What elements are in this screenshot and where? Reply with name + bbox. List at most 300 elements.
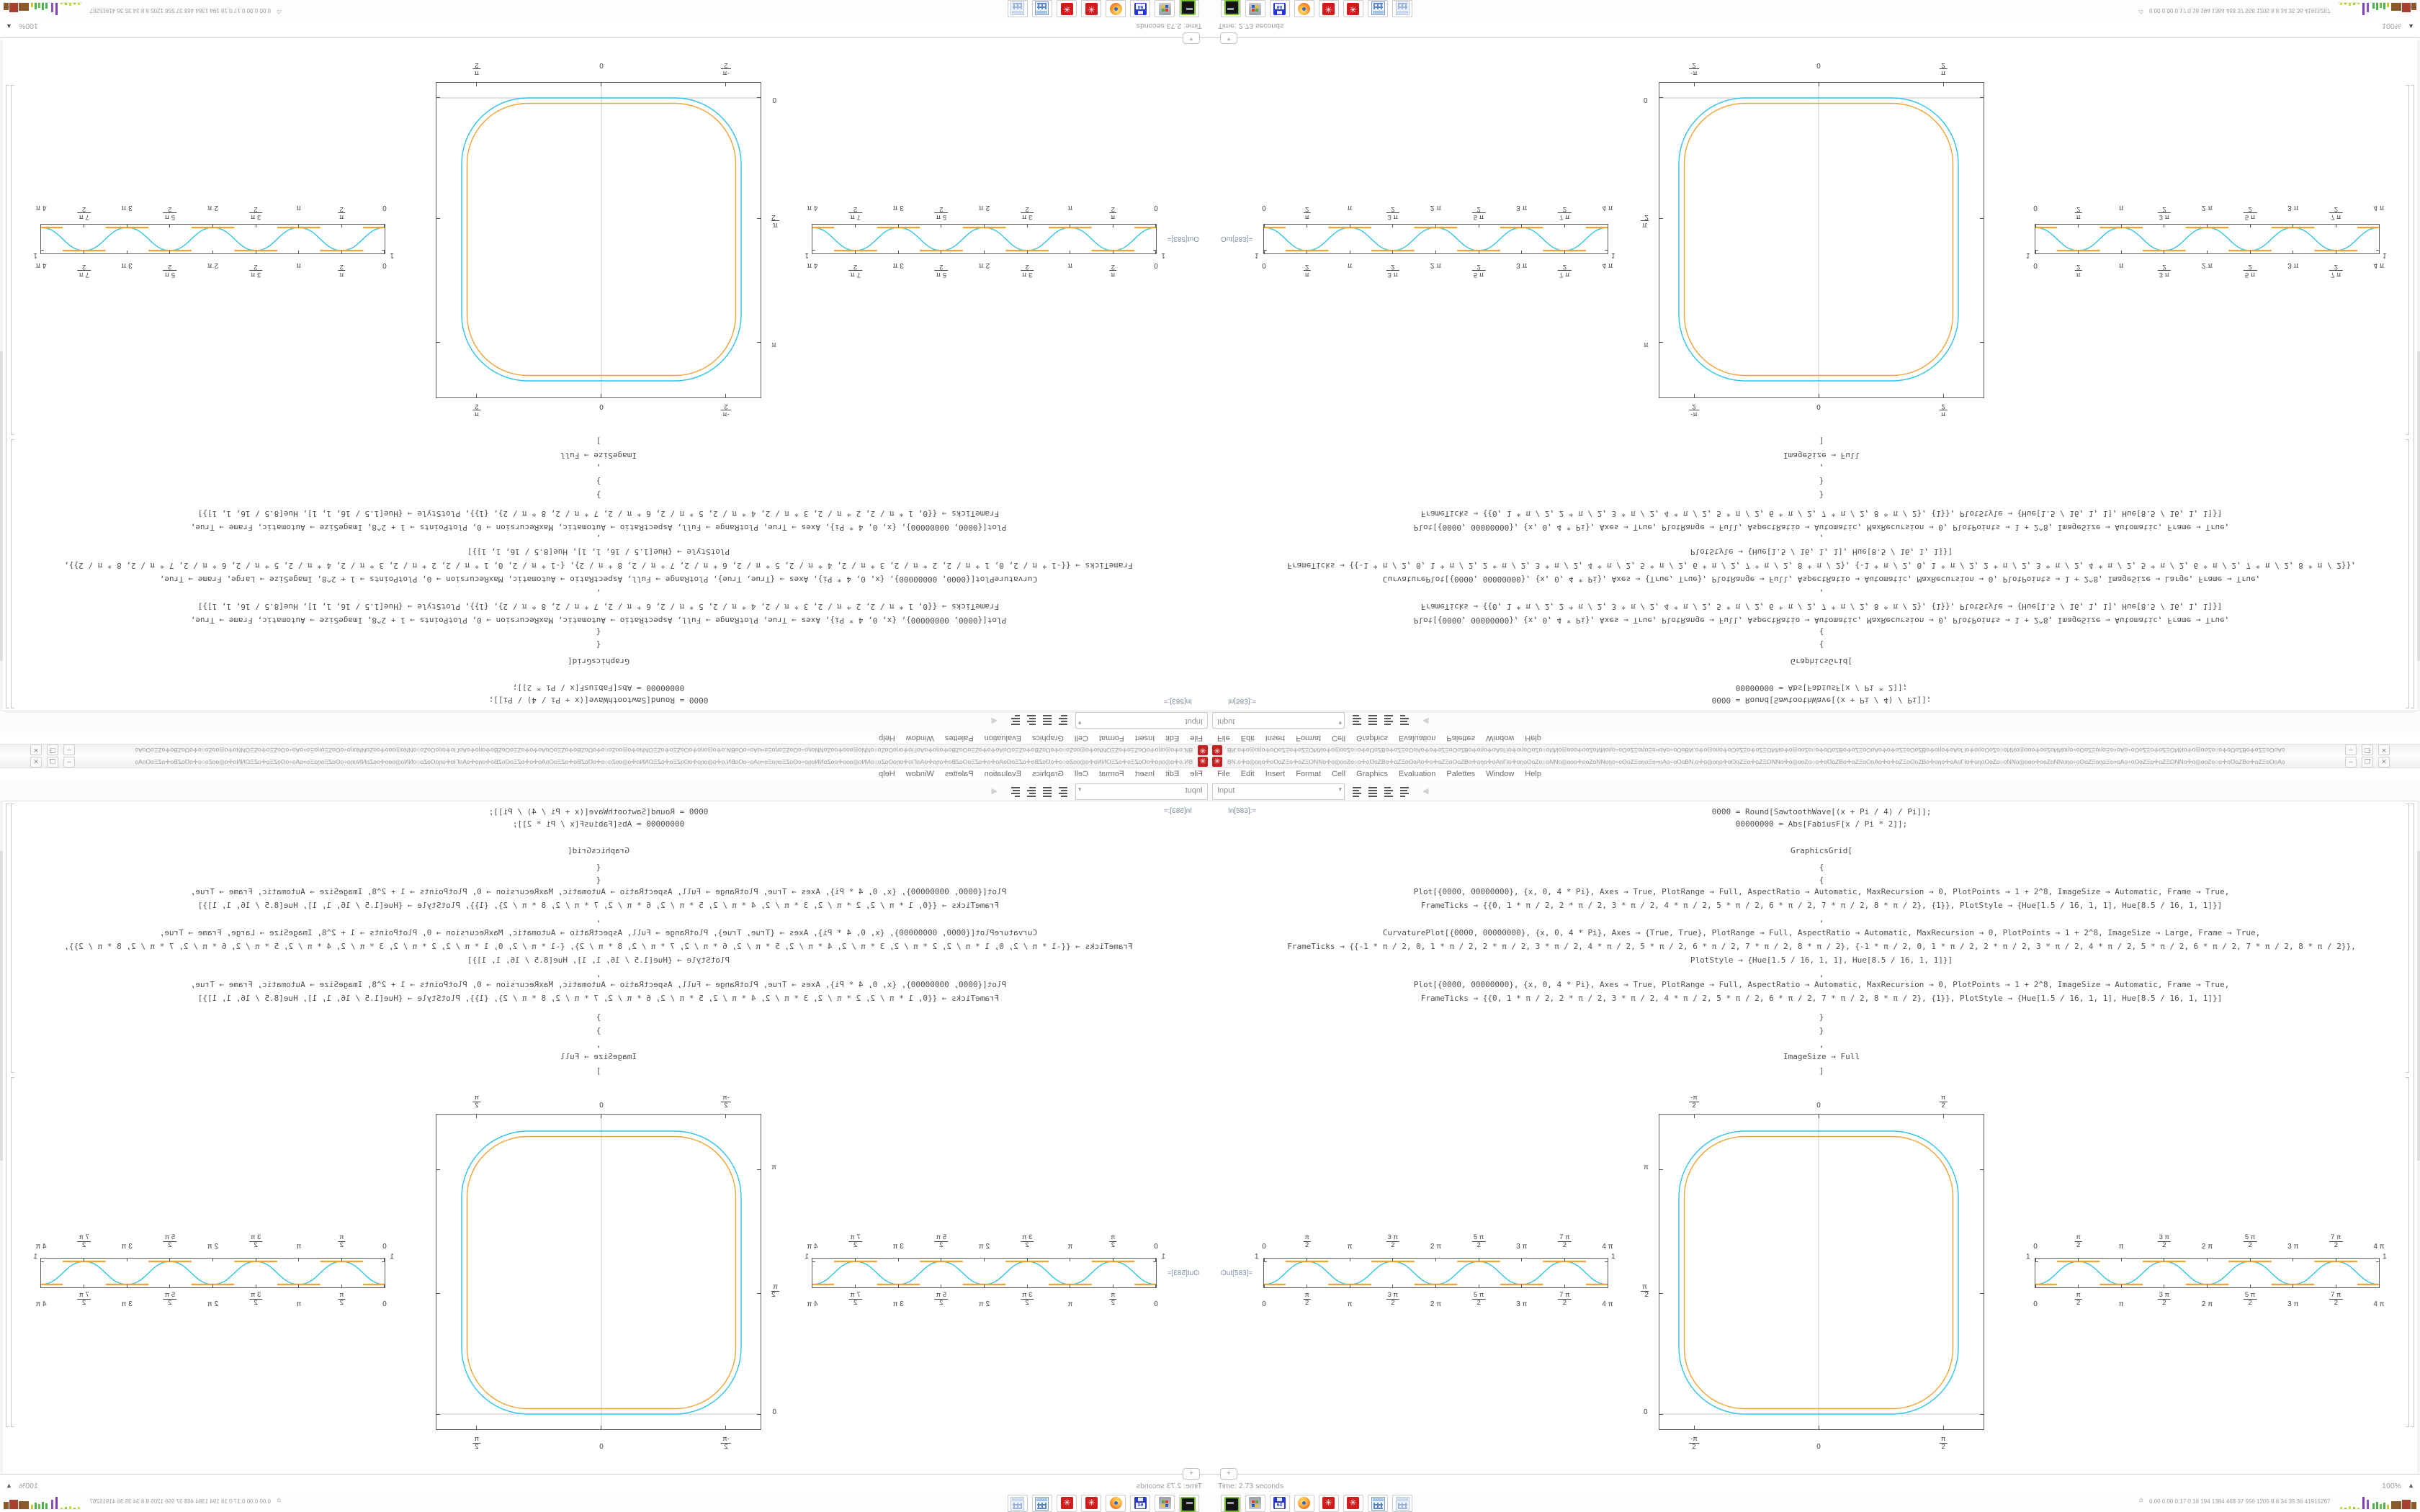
code-line[interactable]: } <box>1819 1012 1824 1022</box>
taskbar-icon-mathematica[interactable] <box>1081 1495 1101 1512</box>
y-tick-label: 1 <box>805 251 809 259</box>
tick-mark <box>169 251 170 253</box>
code-line[interactable]: 0000 = Round[SawtoothWave[(x + Pi / 4) / Pi]]; <box>1711 807 1932 816</box>
code-line[interactable]: { <box>1819 876 1824 885</box>
cell-style-value: Input <box>1185 786 1203 795</box>
menu-palettes[interactable]: Palettes <box>1446 734 1476 742</box>
taskbar-icon-calculator-light[interactable] <box>1008 0 1028 17</box>
taskbar-icon-drive[interactable] <box>1179 1495 1199 1512</box>
taskbar-icon-package[interactable] <box>1155 0 1175 17</box>
taskbar-icon-calculator-light[interactable] <box>1392 1495 1412 1512</box>
taskbar-icon-package[interactable] <box>1245 1495 1265 1512</box>
code-line[interactable]: , <box>1819 914 1824 924</box>
firefox-icon <box>1110 3 1122 15</box>
package-icon <box>1249 1497 1261 1509</box>
tick-label: 4 π <box>807 1300 818 1308</box>
maximize-button[interactable]: ❐ <box>47 757 58 768</box>
code-line[interactable]: Plot[{0000, 00000000}, {x, 0, 4 * Pi}, Axes → True, PlotRange → Full, AspectRatio → Automatic, MaxRecursion → 0, PlotPoints → 1 + 2^8, ImageSize → Automatic, Frame → True, <box>1413 980 2230 989</box>
menu-insert[interactable]: Insert <box>1134 734 1155 742</box>
cell-style-dropdown[interactable] <box>1075 712 1208 729</box>
minimize-button[interactable]: – <box>63 744 75 755</box>
tick-fraction-label: $\frac{7 \pi}{2}$ <box>850 1291 861 1307</box>
tick-fraction-label: 5 π 2 <box>1473 205 1484 221</box>
menu-cell[interactable]: Cell <box>1332 770 1346 778</box>
maximize-button[interactable]: ❐ <box>47 744 58 755</box>
code-line[interactable]: PlotStyle → {Hue[1.5 / 16, 1, 1], Hue[8.5 / 16, 1, 1]}] <box>1690 955 1953 965</box>
code-line[interactable]: Plot[{0000, 00000000}, {x, 0, 4 * Pi}, Axes → True, PlotRange → Full, AspectRatio → Automatic, MaxRecursion → 0, PlotPoints → 1 + 2^8, ImageSize → Automatic, Frame → True, <box>1413 616 2230 625</box>
code-line[interactable]: 0000 = Round[SawtoothWave[(x + Pi / 4) / Pi]]; <box>1711 696 1932 705</box>
new-cell-plus-button[interactable]: + <box>1183 1468 1200 1480</box>
tick-label: π <box>1644 1164 1649 1171</box>
code-line[interactable]: Plot[{0000, 00000000}, {x, 0, 4 * Pi}, Axes → True, PlotRange → Full, AspectRatio → Automatic, MaxRecursion → 0, PlotPoints → 1 + 2^8, ImageSize → Automatic, Frame → True, <box>1413 887 2230 896</box>
code-line[interactable]: , <box>596 534 601 543</box>
menu-format[interactable]: Format <box>1098 734 1124 742</box>
code-line[interactable]: FrameTicks → {{0, 1 * π / 2, 2 * π / 2, 3 * π / 2, 4 * π / 2, 5 * π / 2, 6 * π / 2, 7 * π / 2, 8 * π / 2}, {1}}, PlotStyle → {Hue[1.5 / 16, 1, 1], Hue[8.5 / 16, 1, 1]}] <box>1420 994 2223 1003</box>
cell-group-bracket[interactable] <box>6 804 9 1427</box>
scrollbar-thumb[interactable] <box>0 851 3 1161</box>
menu-edit[interactable]: Edit <box>1240 770 1255 778</box>
tick-mark <box>726 1426 727 1429</box>
menu-help[interactable]: Help <box>1525 734 1541 742</box>
code-line[interactable]: Plot[{0000, 00000000}, {x, 0, 4 * Pi}, Axes → True, PlotRange → Full, AspectRatio → Automatic, MaxRecursion → 0, PlotPoints → 1 + 2^8, ImageSize → Automatic, Frame → True, <box>1413 523 2230 532</box>
code-line[interactable]: , <box>596 463 601 472</box>
menu-edit[interactable]: Edit <box>1165 734 1180 742</box>
menu-file[interactable]: File <box>1190 770 1203 778</box>
menu-insert[interactable]: Insert <box>1265 734 1286 742</box>
code-line[interactable]: , <box>596 588 601 598</box>
taskbar-icon-floppy64[interactable] <box>1130 0 1150 17</box>
magnification-value[interactable]: 100% <box>2382 1482 2401 1490</box>
justify-button-2[interactable] <box>1025 715 1037 726</box>
statusbar-divider <box>1210 37 2420 38</box>
taskbar-icon-calculator[interactable] <box>1368 0 1388 17</box>
strip-plot-frame <box>2035 224 2380 254</box>
tick-mark <box>1435 1284 1436 1287</box>
new-cell-plus-button[interactable]: + <box>1183 32 1200 44</box>
code-line[interactable]: } <box>1819 490 1824 500</box>
floppy-disk-icon: 64 <box>1134 1497 1147 1509</box>
close-button[interactable]: ✕ <box>30 744 42 755</box>
system-monitor-values: 0.00 0.00 0.17 0.18 194 1384 468 37 556 1205 8.8 34 35 36 41915267 <box>2149 1498 2331 1505</box>
tick-label: 3 π <box>121 204 133 212</box>
tick-fraction-label: π 2 <box>1304 263 1309 279</box>
minimize-button[interactable]: – <box>2345 744 2357 755</box>
scrollbar-thumb[interactable] <box>0 351 3 661</box>
code-line[interactable]: , <box>1819 588 1824 598</box>
code-line[interactable]: ] <box>1819 436 1824 446</box>
code-line[interactable]: } <box>596 1012 601 1022</box>
code-line[interactable]: FrameTicks → {{-1 * π / 2, 0, 1 * π / 2, 2 * π / 2, 3 * π / 2, 4 * π / 2, 5 * π / 2, 6 * π / 2, 7 * π / 2, 8 * π / 2}, {-1 * π / 2, 0, 1 * π / 2, 2 * π / 2, 3 * π / 2, 4 * π / 2, 5 * π / 2, 6 * π / 2, 7 * π / 2, 8 * π / 2}}, <box>1287 561 2356 570</box>
menu-evaluation[interactable]: Evaluation <box>984 734 1021 742</box>
tick-mark <box>898 225 899 228</box>
code-line[interactable]: ] <box>596 436 601 446</box>
taskbar-icon-package[interactable] <box>1155 1495 1175 1512</box>
window-titlebar[interactable] <box>1210 756 2420 768</box>
scrollbar-thumb[interactable] <box>2417 351 2420 661</box>
code-line[interactable]: ] <box>596 1066 601 1076</box>
tick-mark <box>298 225 299 228</box>
toolbar-collapse-icon[interactable]: ◀ <box>1422 716 1429 725</box>
code-line[interactable]: } <box>596 490 601 500</box>
menu-format[interactable]: Format <box>1098 770 1124 778</box>
code-line[interactable]: 00000000 = Abs[FabiusF[x / Pi * 2]]; <box>1735 819 1908 829</box>
menu-cell[interactable]: Cell <box>1074 770 1088 778</box>
menu-insert[interactable]: Insert <box>1265 770 1286 778</box>
magnification-toggle-icon[interactable]: ▲ <box>6 23 12 30</box>
tick-fraction-label: $\frac{5 \pi}{2}$ <box>2244 1233 2256 1249</box>
magnification-value[interactable]: 100% <box>2382 22 2401 30</box>
tick-label: 4 π <box>35 204 47 212</box>
code-line[interactable]: 0000 = Round[SawtoothWave[(x + Pi / 4) / Pi]]; <box>488 807 709 816</box>
tick-label: 3 π <box>2287 204 2299 212</box>
taskbar-icon-mathematica[interactable] <box>1343 1495 1363 1512</box>
tick-mark <box>1264 1284 1265 1287</box>
cell-group-bracket[interactable] <box>2411 804 2414 1427</box>
code-line[interactable]: FrameTicks → {{0, 1 * π / 2, 2 * π / 2, 3 * π / 2, 4 * π / 2, 5 * π / 2, 6 * π / 2, 7 * π / 2, 8 * π / 2}, {1}}, PlotStyle → {Hue[1.5 / 16, 1, 1], Hue[8.5 / 16, 1, 1]}] <box>197 602 1000 611</box>
taskbar-icon-calculator-light[interactable] <box>1008 1495 1028 1512</box>
taskbar-icon-mathematica[interactable] <box>1319 0 1339 17</box>
code-line[interactable]: 0000 = Round[SawtoothWave[(x + Pi / 4) / Pi]]; <box>488 696 709 705</box>
minimize-button[interactable]: – <box>63 757 75 768</box>
toolbar-collapse-icon[interactable]: ◀ <box>991 787 998 796</box>
code-line[interactable]: PlotStyle → {Hue[1.5 / 16, 1, 1], Hue[8.5 / 16, 1, 1]}] <box>467 955 730 965</box>
tick-mark <box>1564 251 1565 253</box>
tick-fraction-label: $\frac{\pi}{2}$ <box>1940 1094 1946 1110</box>
tick-fraction-label: π 2 <box>339 205 344 221</box>
taskbar-icon-package[interactable] <box>1245 0 1265 17</box>
tick-label: 0 <box>382 1243 387 1251</box>
menu-help[interactable]: Help <box>879 734 895 742</box>
menu-help[interactable]: Help <box>879 770 895 778</box>
code-line[interactable]: PlotStyle → {Hue[1.5 / 16, 1, 1], Hue[8.5 / 16, 1, 1]}] <box>1690 547 1953 557</box>
tick-mark <box>1435 251 1436 253</box>
code-line[interactable]: } <box>1819 477 1824 486</box>
justify-button-3[interactable] <box>1009 786 1021 797</box>
tick-fraction-label: 7 π 2 <box>79 205 89 221</box>
menu-palettes[interactable]: Palettes <box>944 734 974 742</box>
taskbar-icon-floppy64[interactable] <box>1130 1495 1150 1512</box>
minimize-button[interactable]: – <box>2345 757 2357 768</box>
tick-fraction-label: -π 2 <box>1690 402 1698 418</box>
code-line[interactable]: } <box>1819 1026 1824 1035</box>
tick-fraction-label: $\frac{\pi}{2}$ <box>2076 1291 2081 1307</box>
tick-fraction-label: $\frac{7 \pi}{2}$ <box>2331 1291 2341 1307</box>
menu-window[interactable]: Window <box>1486 734 1515 742</box>
tick-mark <box>1521 251 1522 253</box>
code-line[interactable]: FrameTicks → {{0, 1 * π / 2, 2 * π / 2, 3 * π / 2, 4 * π / 2, 5 * π / 2, 6 * π / 2, 7 * π / 2, 8 * π / 2}, {1}}, PlotStyle → {Hue[1.5 / 16, 1, 1], Hue[8.5 / 16, 1, 1]}] <box>197 509 1000 518</box>
tick-mark <box>812 1261 815 1262</box>
menu-evaluation[interactable]: Evaluation <box>984 770 1021 778</box>
tick-mark <box>855 1259 856 1261</box>
output-cell-bracket[interactable] <box>2406 85 2409 435</box>
tick-label: 4 π <box>807 1243 818 1251</box>
taskbar-icon-calculator-light[interactable] <box>1392 0 1412 17</box>
code-line[interactable]: , <box>596 969 601 978</box>
code-line[interactable]: Plot[{0000, 00000000}, {x, 0, 4 * Pi}, Axes → True, PlotRange → Full, AspectRatio → Automatic, MaxRecursion → 0, PlotPoints → 1 + 2^8, ImageSize → Automatic, Frame → True, <box>190 980 1007 989</box>
tick-fraction-label: $\frac{7 \pi}{2}$ <box>1559 1291 1570 1307</box>
taskbar-icon-mathematica[interactable] <box>1057 1495 1077 1512</box>
code-line[interactable]: FrameTicks → {{-1 * π / 2, 0, 1 * π / 2, 2 * π / 2, 3 * π / 2, 4 * π / 2, 5 * π / 2, 6 * π / 2, 7 * π / 2, 8 * π / 2}, {-1 * π / 2, 0, 1 * π / 2, 2 * π / 2, 3 * π / 2, 4 * π / 2, 5 * π / 2, 6 * π / 2, 7 * π / 2, 8 * π / 2}}, <box>64 561 1133 570</box>
magnification-toggle-icon[interactable]: ▲ <box>2408 1482 2414 1489</box>
menu-graphics[interactable]: Graphics <box>1356 770 1389 778</box>
taskbar-icon-mathematica[interactable] <box>1343 0 1363 17</box>
code-line[interactable]: CurvaturePlot[{0000, 00000000}, {x, 0, 4 * Pi}, Axes → {True, True}, PlotRange → Full, AspectRatio → Automatic, MaxRecursion → 0, PlotPoints → 1 + 2^8, ImageSize → Large, Frame → True, <box>159 928 1038 937</box>
code-line[interactable]: CurvaturePlot[{0000, 00000000}, {x, 0, 4 * Pi}, Axes → {True, True}, PlotRange → Full, AspectRatio → Automatic, MaxRecursion → 0, PlotPoints → 1 + 2^8, ImageSize → Large, Frame → True, <box>1382 575 2261 584</box>
tick-mark <box>382 1261 385 1262</box>
tick-mark <box>984 251 985 253</box>
magnification-value[interactable]: 100% <box>19 1482 38 1490</box>
menu-file[interactable]: File <box>1190 734 1203 742</box>
code-line[interactable]: , <box>596 1040 601 1049</box>
taskbar-icon-mathematica[interactable] <box>1057 0 1077 17</box>
input-cell-bracket[interactable] <box>2406 439 2409 708</box>
justify-button-1[interactable] <box>1367 786 1379 797</box>
taskbar-icon-firefox[interactable] <box>1294 0 1314 17</box>
tick-fraction-label: π 2 <box>1111 263 1116 279</box>
code-line[interactable]: ] <box>1819 1066 1824 1076</box>
code-line[interactable]: Plot[{0000, 00000000}, {x, 0, 4 * Pi}, Axes → True, PlotRange → Full, AspectRatio → Automatic, MaxRecursion → 0, PlotPoints → 1 + 2^8, ImageSize → Automatic, Frame → True, <box>190 887 1007 896</box>
tick-label: 2 π <box>2201 204 2213 212</box>
rounded-square-curves <box>1659 1115 1984 1429</box>
menu-cell[interactable]: Cell <box>1074 734 1088 742</box>
tick-label: 2 π <box>207 204 219 212</box>
code-line[interactable]: { <box>596 876 601 885</box>
taskbar-icon-calculator[interactable] <box>1032 1495 1052 1512</box>
code-line[interactable]: PlotStyle → {Hue[1.5 / 16, 1, 1], Hue[8.5 / 16, 1, 1]}] <box>467 547 730 557</box>
close-button[interactable]: ✕ <box>30 757 42 768</box>
menu-edit[interactable]: Edit <box>1165 770 1180 778</box>
code-line[interactable]: 00000000 = Abs[FabiusF[x / Pi * 2]]; <box>1735 683 1908 693</box>
tick-label: 0 <box>1154 1300 1158 1308</box>
code-line[interactable]: , <box>1819 1040 1824 1049</box>
menu-window[interactable]: Window <box>1486 770 1515 778</box>
maximize-button[interactable]: ❐ <box>2362 757 2373 768</box>
justify-button-1[interactable] <box>1041 786 1053 797</box>
window-titlebar[interactable] <box>1210 744 2420 756</box>
justify-button-2[interactable] <box>1383 786 1395 797</box>
output-cell-bracket[interactable] <box>2406 1077 2409 1427</box>
cell-style-dropdown[interactable] <box>1212 783 1345 800</box>
tick-mark <box>2078 225 2079 228</box>
y-tick-label: 1 <box>1255 1253 1259 1261</box>
code-line[interactable]: { <box>1819 640 1824 649</box>
taskbar-icon-drive[interactable] <box>1179 0 1199 17</box>
code-line[interactable]: , <box>1819 969 1824 978</box>
close-button[interactable]: ✕ <box>2378 744 2390 755</box>
window-titlebar[interactable] <box>0 744 1210 756</box>
justify-button-1[interactable] <box>1041 715 1053 726</box>
tick-label: 4 π <box>2373 204 2385 212</box>
menu-window[interactable]: Window <box>905 734 934 742</box>
code-line[interactable]: { <box>596 863 601 872</box>
taskbar-icon-mathematica[interactable] <box>1319 1495 1339 1512</box>
tick-fraction-label: $\frac{\pi}{2}$ <box>1304 1291 1309 1307</box>
tick-fraction-label: π 2 <box>1940 61 1946 77</box>
window-titlebar[interactable] <box>0 756 1210 768</box>
drive-icon <box>1224 0 1240 15</box>
tick-label: 2 π <box>978 1243 990 1251</box>
code-line[interactable]: ImageSize → Full <box>1783 451 1860 460</box>
taskbar-icon-floppy64[interactable] <box>1270 1495 1290 1512</box>
code-line[interactable]: { <box>1819 627 1824 636</box>
input-cell-bracket[interactable] <box>11 439 14 708</box>
magnification-toggle-icon[interactable]: ▲ <box>2408 23 2414 30</box>
code-line[interactable]: FrameTicks → {{0, 1 * π / 2, 2 * π / 2, 3 * π / 2, 4 * π / 2, 5 * π / 2, 6 * π / 2, 7 * π / 2, 8 * π / 2}, {1}}, PlotStyle → {Hue[1.5 / 16, 1, 1], Hue[8.5 / 16, 1, 1]}] <box>1420 602 2223 611</box>
code-line[interactable]: ImageSize → Full <box>1783 1052 1860 1061</box>
vertical-scrollbar[interactable] <box>0 40 3 711</box>
justify-button-3[interactable] <box>1009 715 1021 726</box>
code-line[interactable]: FrameTicks → {{-1 * π / 2, 0, 1 * π / 2, 2 * π / 2, 3 * π / 2, 4 * π / 2, 5 * π / 2, 6 * π / 2, 7 * π / 2, 8 * π / 2}, {-1 * π / 2, 0, 1 * π / 2, 2 * π / 2, 3 * π / 2, 4 * π / 2, 5 * π / 2, 6 * π / 2, 7 * π / 2, 8 * π / 2}}, <box>1287 942 2356 951</box>
tick-label: 4 π <box>35 261 47 269</box>
menu-palettes[interactable]: Palettes <box>1446 770 1476 778</box>
code-line[interactable]: ImageSize → Full <box>560 1052 637 1061</box>
cell-group-bracket[interactable] <box>2411 85 2414 708</box>
vertical-scrollbar[interactable] <box>0 801 3 1472</box>
taskbar-icon-calculator[interactable] <box>1032 0 1052 17</box>
code-line[interactable]: CurvaturePlot[{0000, 00000000}, {x, 0, 4 * Pi}, Axes → {True, True}, PlotRange → Full, AspectRatio → Automatic, MaxRecursion → 0, PlotPoints → 1 + 2^8, ImageSize → Large, Frame → True, <box>1382 928 2261 937</box>
output-cell-bracket[interactable] <box>11 1077 14 1427</box>
tick-mark <box>1264 251 1265 253</box>
code-line[interactable]: ImageSize → Full <box>560 451 637 460</box>
magnification-value[interactable]: 100% <box>19 22 38 30</box>
tick-fraction-label: $\frac{\pi}{2}$ <box>1111 1291 1116 1307</box>
code-line[interactable]: FrameTicks → {{-1 * π / 2, 0, 1 * π / 2, 2 * π / 2, 3 * π / 2, 4 * π / 2, 5 * π / 2, 6 * π / 2, 7 * π / 2, 8 * π / 2}, {-1 * π / 2, 0, 1 * π / 2, 2 * π / 2, 3 * π / 2, 4 * π / 2, 5 * π / 2, 6 * π / 2, 7 * π / 2, 8 * π / 2}}, <box>64 942 1133 951</box>
code-line[interactable]: FrameTicks → {{0, 1 * π / 2, 2 * π / 2, 3 * π / 2, 4 * π / 2, 5 * π / 2, 6 * π / 2, 7 * π / 2, 8 * π / 2}, {1}}, PlotStyle → {Hue[1.5 / 16, 1, 1], Hue[8.5 / 16, 1, 1]}] <box>1420 509 2223 518</box>
menu-cell[interactable]: Cell <box>1332 734 1346 742</box>
justify-button-2[interactable] <box>1383 715 1395 726</box>
tick-mark <box>1027 1259 1028 1261</box>
tick-mark <box>1392 251 1393 253</box>
justify-button-2[interactable] <box>1025 786 1037 797</box>
code-line[interactable]: GraphicsGrid[ <box>1790 657 1853 666</box>
magnification-toggle-icon[interactable]: ▲ <box>6 1482 12 1489</box>
mathematica-window <box>1210 0 2420 756</box>
menu-format[interactable]: Format <box>1296 770 1322 778</box>
taskbar-icon-floppy64[interactable] <box>1270 0 1290 17</box>
square-wave-plot-curves <box>41 225 385 253</box>
tick-mark <box>436 1169 440 1170</box>
code-line[interactable]: { <box>596 640 601 649</box>
tick-fraction-label: π 2 <box>1642 213 1649 229</box>
new-cell-plus-button[interactable]: + <box>1220 1468 1237 1480</box>
input-cell-bracket[interactable] <box>2406 804 2409 1073</box>
menu-window[interactable]: Window <box>905 770 934 778</box>
code-line[interactable]: GraphicsGrid[ <box>567 657 630 666</box>
tick-label: π <box>2118 261 2124 269</box>
in-cell-label: In[583]:= <box>1163 697 1192 705</box>
menu-evaluation[interactable]: Evaluation <box>1399 734 1436 742</box>
justify-button-0[interactable] <box>1057 786 1069 797</box>
tick-fraction-label: $\frac{5 \pi}{2}$ <box>936 1233 947 1249</box>
tick-mark <box>1980 219 1984 220</box>
code-line[interactable]: GraphicsGrid[ <box>1790 846 1853 855</box>
code-line[interactable]: { <box>596 627 601 636</box>
code-line[interactable]: , <box>1819 534 1824 543</box>
cell-style-dropdown[interactable] <box>1212 712 1345 729</box>
justify-button-1[interactable] <box>1367 715 1379 726</box>
menu-palettes[interactable]: Palettes <box>944 770 974 778</box>
taskbar-icon-drive[interactable] <box>1221 1495 1241 1512</box>
output-cell-bracket[interactable] <box>11 85 14 435</box>
vertical-scrollbar[interactable] <box>2417 801 2420 1472</box>
tick-mark <box>41 1284 42 1287</box>
taskbar-icon-firefox[interactable] <box>1294 1495 1314 1512</box>
tick-label: π <box>296 1243 302 1251</box>
toolbar-collapse-icon[interactable]: ◀ <box>991 716 998 725</box>
y-tick-label: 1 <box>33 251 37 259</box>
tick-mark <box>1980 98 1984 99</box>
cell-style-dropdown[interactable] <box>1075 783 1208 800</box>
menu-help[interactable]: Help <box>1525 770 1541 778</box>
menu-file[interactable]: File <box>1217 734 1230 742</box>
taskbar-icon-firefox[interactable] <box>1106 0 1126 17</box>
cell-group-bracket[interactable] <box>6 85 9 708</box>
menu-evaluation[interactable]: Evaluation <box>1399 770 1436 778</box>
justify-button-0[interactable] <box>1351 786 1363 797</box>
vertical-scrollbar[interactable] <box>2417 40 2420 711</box>
justify-button-0[interactable] <box>1351 715 1363 726</box>
code-line[interactable]: } <box>596 477 601 486</box>
code-line[interactable]: GraphicsGrid[ <box>567 846 630 855</box>
code-line[interactable]: } <box>596 1026 601 1035</box>
code-line[interactable]: FrameTicks → {{0, 1 * π / 2, 2 * π / 2, 3 * π / 2, 4 * π / 2, 5 * π / 2, 6 * π / 2, 7 * π / 2, 8 * π / 2}, {1}}, PlotStyle → {Hue[1.5 / 16, 1, 1], Hue[8.5 / 16, 1, 1]}] <box>197 994 1000 1003</box>
maximize-button[interactable]: ❐ <box>2362 744 2373 755</box>
scrollbar-thumb[interactable] <box>2417 851 2420 1161</box>
menu-insert[interactable]: Insert <box>1134 770 1155 778</box>
code-line[interactable]: FrameTicks → {{0, 1 * π / 2, 2 * π / 2, 3 * π / 2, 4 * π / 2, 5 * π / 2, 6 * π / 2, 7 * π / 2, 8 * π / 2}, {1}}, PlotStyle → {Hue[1.5 / 16, 1, 1], Hue[8.5 / 16, 1, 1]}] <box>197 901 1000 910</box>
code-line[interactable]: CurvaturePlot[{0000, 00000000}, {x, 0, 4 * Pi}, Axes → {True, True}, PlotRange → Full, AspectRatio → Automatic, MaxRecursion → 0, PlotPoints → 1 + 2^8, ImageSize → Large, Frame → True, <box>159 575 1038 584</box>
tick-label: π <box>296 261 302 269</box>
tick-fraction-label: $\frac{7 \pi}{2}$ <box>79 1291 89 1307</box>
taskbar-icon-firefox[interactable] <box>1106 1495 1126 1512</box>
justify-button-0[interactable] <box>1057 715 1069 726</box>
close-button[interactable]: ✕ <box>2378 757 2390 768</box>
taskbar-icon-calculator[interactable] <box>1368 1495 1388 1512</box>
taskbar-icon-mathematica[interactable] <box>1081 0 1101 17</box>
tick-label: 0 <box>1154 1243 1158 1251</box>
menu-file[interactable]: File <box>1217 770 1230 778</box>
menu-graphics[interactable]: Graphics <box>1031 770 1064 778</box>
input-cell-bracket[interactable] <box>11 804 14 1073</box>
code-line[interactable]: , <box>1819 463 1824 472</box>
tick-label: 0 <box>772 1408 776 1416</box>
menu-edit[interactable]: Edit <box>1240 734 1255 742</box>
taskbar-icon-drive[interactable] <box>1221 0 1241 17</box>
square-wave-plot-curves <box>1264 1259 1608 1287</box>
menu-graphics[interactable]: Graphics <box>1356 734 1389 742</box>
toolbar-collapse-icon[interactable]: ◀ <box>1422 787 1429 796</box>
code-line[interactable]: , <box>596 914 601 924</box>
justify-button-3[interactable] <box>1399 715 1411 726</box>
menu-format[interactable]: Format <box>1296 734 1322 742</box>
code-line[interactable]: FrameTicks → {{0, 1 * π / 2, 2 * π / 2, 3 * π / 2, 4 * π / 2, 5 * π / 2, 6 * π / 2, 7 * π / 2, 8 * π / 2}, {1}}, PlotStyle → {Hue[1.5 / 16, 1, 1], Hue[8.5 / 16, 1, 1]}] <box>1420 901 2223 910</box>
code-line[interactable]: Plot[{0000, 00000000}, {x, 0, 4 * Pi}, Axes → True, PlotRange → Full, AspectRatio → Automatic, MaxRecursion → 0, PlotPoints → 1 + 2^8, ImageSize → Automatic, Frame → True, <box>190 616 1007 625</box>
menu-graphics[interactable]: Graphics <box>1031 734 1064 742</box>
y-tick-label: 1 <box>390 251 394 259</box>
tick-label: 2 π <box>1430 204 1442 212</box>
strip-plot-2 <box>2026 1233 2387 1319</box>
code-line[interactable]: 00000000 = Abs[FabiusF[x / Pi * 2]]; <box>512 819 685 829</box>
code-line[interactable]: 00000000 = Abs[FabiusF[x / Pi * 2]]; <box>512 683 685 693</box>
code-line[interactable]: { <box>1819 863 1824 872</box>
new-cell-plus-button[interactable]: + <box>1220 32 1237 44</box>
tick-label: 2 π <box>2201 1300 2213 1308</box>
tick-fraction-label: 7 π 2 <box>2331 263 2341 279</box>
justify-button-3[interactable] <box>1399 786 1411 797</box>
tick-label: π <box>296 204 302 212</box>
tick-label: 3 π <box>1516 261 1528 269</box>
code-line[interactable]: Plot[{0000, 00000000}, {x, 0, 4 * Pi}, Axes → True, PlotRange → Full, AspectRatio → Automatic, MaxRecursion → 0, PlotPoints → 1 + 2^8, ImageSize → Automatic, Frame → True, <box>190 523 1007 532</box>
